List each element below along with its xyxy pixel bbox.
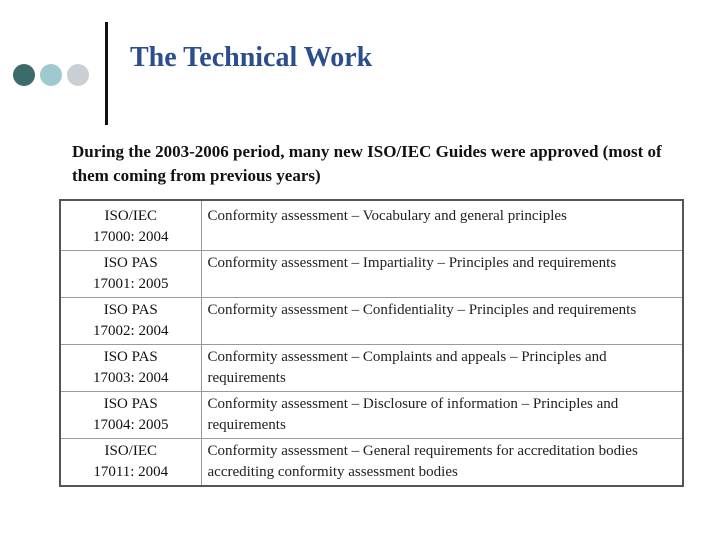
guide-code-line1: ISO PAS — [103, 349, 158, 365]
table-row — [60, 345, 683, 392]
intro-text: During the 2003-2006 period, many new ISO/IEC Guides were approved (most of them coming from previous years) — [72, 142, 662, 185]
guide-code — [60, 251, 201, 298]
guide-code-line2: 17001: 2005 — [93, 276, 169, 292]
guide-code — [60, 392, 201, 439]
guide-code-line2: 17000: 2004 — [93, 229, 169, 245]
guides-table — [59, 199, 684, 487]
guide-code — [60, 345, 201, 392]
guide-code-line2: 17002: 2004 — [93, 323, 169, 339]
slide-title: The Technical Work — [130, 42, 373, 73]
guide-code — [60, 200, 201, 251]
table-row — [60, 251, 683, 298]
decorative-dots — [0, 0, 110, 110]
guide-title: Conformity assessment – Confidentiality – Principles and requirements — [201, 298, 683, 345]
guide-title: Conformity assessment – Vocabulary and general principles — [207, 208, 567, 224]
guide-code-line2: 17003: 2004 — [93, 370, 169, 386]
guide-code-line2: 17011: 2004 — [93, 464, 169, 480]
guide-code-line2: 17004: 2005 — [93, 417, 169, 433]
table-row — [60, 298, 683, 345]
guide-code-line1: ISO/IEC — [104, 208, 157, 224]
guide-code — [60, 439, 201, 487]
guide-code — [60, 298, 201, 345]
guide-code-line1: ISO PAS — [103, 396, 158, 412]
guide-title: Conformity assessment – Disclosure of information – Principles and requirements — [201, 392, 683, 439]
dot-dark-icon — [13, 64, 35, 86]
dot-light-icon — [40, 64, 62, 86]
guide-title: Conformity assessment – General requirements for accreditation bodies accrediting conformity assessment bodies — [201, 439, 683, 487]
table-row — [60, 392, 683, 439]
table-row — [60, 439, 683, 487]
title-divider — [105, 22, 108, 125]
guide-title: Conformity assessment – Complaints and appeals – Principles and requirements — [201, 345, 683, 392]
dot-pale-icon — [67, 64, 89, 86]
table-row — [60, 200, 683, 251]
guide-code-line1: ISO/IEC — [104, 443, 157, 459]
guide-code-line1: ISO PAS — [103, 255, 158, 271]
guide-title: Conformity assessment – Impartiality – Principles and requirements — [201, 251, 683, 298]
guide-code-line1: ISO PAS — [103, 302, 158, 318]
